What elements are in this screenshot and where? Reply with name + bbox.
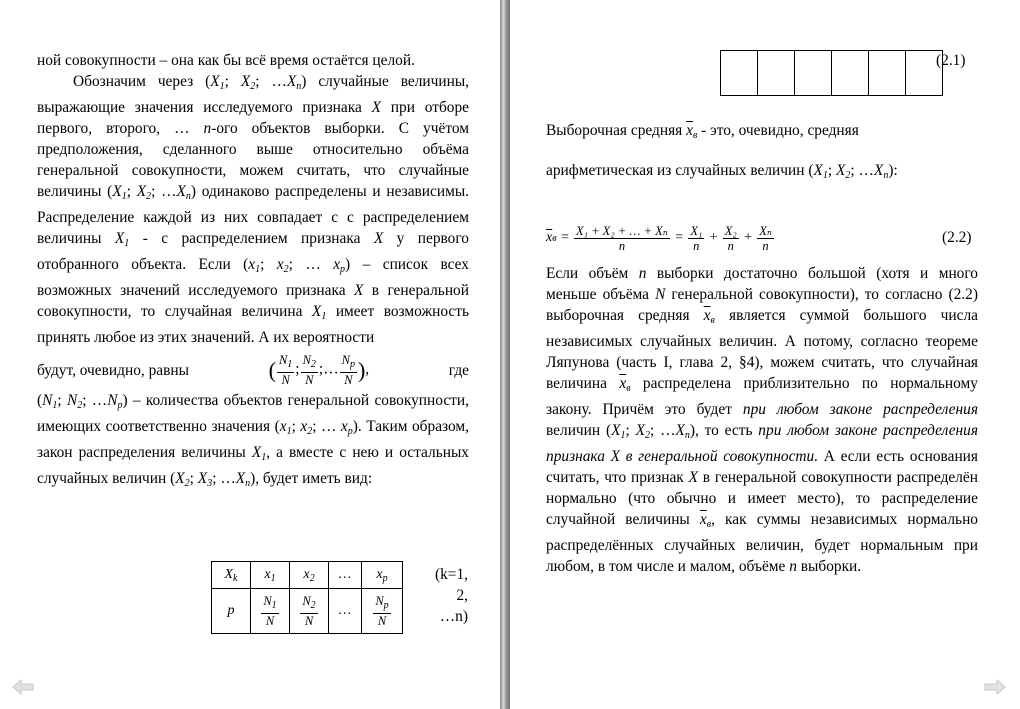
paragraph-sample-mean: Выборочная средняя $\overline{x}_в$ - это, очевидно, средняя: [546, 122, 859, 141]
table-row: [721, 51, 943, 96]
paragraph-1: ной совокупности – она как бы всё время остаётся целой.: [37, 52, 415, 69]
table-cell: [832, 51, 869, 96]
table-cell: [758, 51, 795, 96]
table-cell: $\frac{N_p}{N}$: [362, 589, 403, 634]
paragraph-arithmetic: арифметическая из случайных величин ($X_1$; $X_2$; $\dots X_n$):: [546, 162, 898, 181]
table-cell: $x_p$: [362, 562, 403, 589]
table-cell: …: [329, 562, 362, 589]
table-cell: $\frac{N_1}{N}$: [251, 589, 290, 634]
table-cell: $\frac{N_2}{N}$: [290, 589, 329, 634]
equation-number-2-1: (2.1): [936, 52, 966, 69]
paragraph-lyapunov: Если объём n выборки достаточно большой (хотя и много меньше объёма N генеральной совокупности), то согласно (2.2) выборочная средняя $\overline{x}_в$ является суммой большого числа независимых случайных величин. А потому, согласно теореме Ляпунова (часть I, глава 2, §4), можем считать, что случайная величина $\overline{x}_в$ распределена приблизительно по нормальному закону. Причём это будет при любом законе распределения величин ($X_1$; $X_2$; $\dots X_n$), то есть при любом законе распределения признака X в генеральной совокупности. А если есть основания считать, что признак X в генеральной совокупности распределён нормально (что обычно и имеет место), то распределение случайной величины $\overline{x}_в$, как суммы независимых нормально распределённых случайных величин, будет нормальным при любом, в том числе и малом, объёме n выборки.: [546, 265, 979, 575]
arrow-left-icon: [12, 679, 34, 695]
right-text-top: [546, 120, 978, 186]
probabilities-line: будут, очевидно, равны ( $\frac{N_1}{N}$ ; $\frac{N_2}{N}$ ;… $\frac{N_p}{N}$ ), где: [37, 353, 469, 387]
k-range-note: (k=1, 2, …n): [434, 566, 468, 625]
prev-page-button[interactable]: [12, 679, 34, 695]
table-cell: $x_2$: [290, 562, 329, 589]
next-page-button[interactable]: [984, 679, 1006, 695]
table-cell: $X_k$: [212, 562, 251, 589]
table-cell: p: [212, 589, 251, 634]
paragraph-2: Обозначим через ($X_1$; $X_2$; $\dots X_n$) случайные величины, выражающие значения исследуемого признака X при отборе первого, второго, … n-ого объектов выборки. С учётом предположения, сделанного выше относительно объёма генеральной совокупности, можем считать, что случайные величины ($X_1$; $X_2$; $\dots X_n$) одинаково распределены и независимы. Распределение каждой из них совпадает с с распределением величины $X_1$ - с распределением признака X у первого отобранного объекта. Если ($x_1$; $x_2$; … $x_p$) – список всех возможных значений исследуемого признака X в генеральной совокупности, то случайная величина $X_1$ имеет возможность принять любое из этих значений. А их вероятности: [37, 73, 470, 346]
table-cell: [869, 51, 906, 96]
table-row: [212, 562, 403, 589]
table-cell: $x_1$: [251, 562, 290, 589]
empty-table-2-1: [720, 50, 943, 96]
arrow-right-icon: [984, 679, 1006, 695]
right-page: [510, 0, 1020, 709]
probabilities-formula: ( $\frac{N_1}{N}$ ; $\frac{N_2}{N}$ ;… $\frac{N_p}{N}$ ),: [268, 353, 370, 387]
left-text-column: [37, 50, 469, 494]
right-text-main: [546, 263, 978, 577]
table-cell: …: [329, 589, 362, 634]
table-cell: [721, 51, 758, 96]
distribution-table: [211, 561, 403, 634]
table-row: [212, 589, 403, 634]
equation-2-2: $\overline{x}$ в = $\frac{\text{X₁ + X₂ + … + Xₙ}}{n}$ = $\frac{\text{X₁}}{n}$ + $\frac{\text{X₂}}{n}$ + $\frac{\text{Xₙ}}{n}$: [546, 223, 772, 253]
left-page: [0, 0, 500, 709]
table-cell: [795, 51, 832, 96]
paragraph-3: ($N_1$; $N_2$; $\dots N_p$) – количества объектов генеральной совокупности, имеющих соответственно значения ($x_1$; $x_2$; … $x_p$). Таким образом, закон распределения величины $X_1$, а вместе с нею и остальных случайных величин ($X_2$; $X_3$; $\dots X_n$), будет иметь вид:: [37, 392, 470, 489]
book-spine: [500, 0, 510, 709]
equation-number-2-2: (2.2): [942, 229, 972, 246]
